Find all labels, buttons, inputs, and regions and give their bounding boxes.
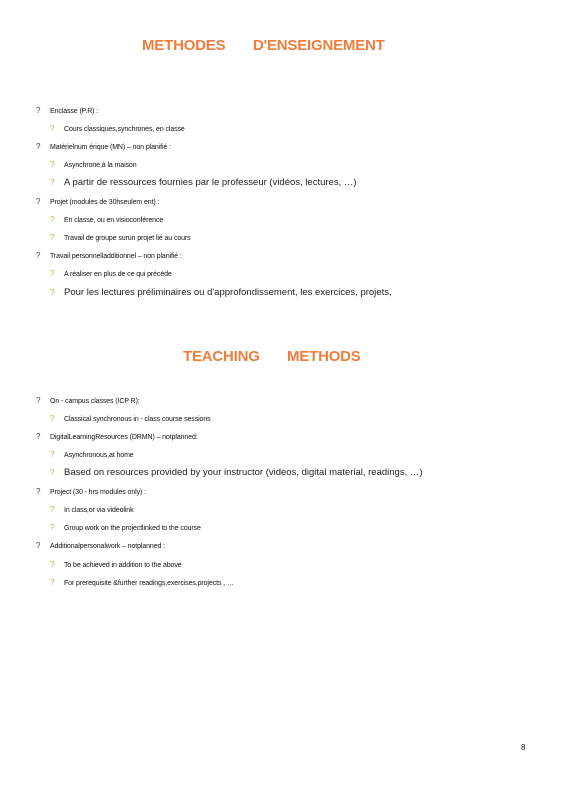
french-title-word-2: D'ENSEIGNEMENT xyxy=(253,37,385,54)
list-item xyxy=(50,283,392,299)
list-item xyxy=(50,119,185,135)
bullet-icon: ? xyxy=(50,414,55,423)
bullet-icon: ? xyxy=(36,251,41,260)
list-item xyxy=(50,264,172,280)
list-item xyxy=(36,427,198,443)
list-item xyxy=(50,210,163,226)
bullet-icon: ? xyxy=(36,197,41,206)
list-item-text: Travail de groupe surun projet lié au cours xyxy=(64,235,191,242)
list-item xyxy=(36,246,182,262)
list-item-text: Project (30 - hrs modules only) : xyxy=(50,489,146,496)
list-item xyxy=(50,555,182,571)
list-item-text: Additionalpersonalwork – notplanned : xyxy=(50,543,165,550)
list-item-text: Projet (modules de 30hseulem ent) : xyxy=(50,199,160,206)
english-title-word-2: METHODS xyxy=(287,348,361,365)
list-item xyxy=(50,409,211,425)
list-item xyxy=(50,228,191,244)
list-item-text: Asynchronous,at home xyxy=(64,452,134,459)
list-item-text: To be achieved in addition to the above xyxy=(64,562,182,569)
page-number: 8 xyxy=(521,743,526,752)
list-item-text: Group work on the projectlinked to the course xyxy=(64,525,201,532)
english-title-word-1: TEACHING xyxy=(183,348,260,365)
list-item xyxy=(50,445,134,461)
list-item-text: DigitalLearningResources (DRMN) – notplanned: xyxy=(50,434,198,441)
french-section-title xyxy=(0,37,566,61)
list-item xyxy=(50,155,137,171)
bullet-icon: ? xyxy=(50,523,55,532)
english-section-title xyxy=(0,348,566,372)
bullet-icon: ? xyxy=(36,487,41,496)
bullet-icon: ? xyxy=(50,124,55,133)
list-item-text: Travail personnelladditionnel – non planifié : xyxy=(50,253,182,260)
bullet-icon: ? xyxy=(50,233,55,242)
list-item-text: Based on resources provided by your instructor (videos, digital material, readings, …) xyxy=(64,467,423,478)
list-item-text: Enclasse (P.R) : xyxy=(50,108,99,115)
list-item-text: For prerequisite &further readings,exercises,projects , … xyxy=(64,580,234,587)
list-item xyxy=(50,463,423,479)
french-title-word-1: METHODES xyxy=(142,37,226,54)
list-item xyxy=(50,500,133,516)
list-item-text: Matérielnum érique (MN) – non planifié : xyxy=(50,144,171,151)
list-item xyxy=(36,482,146,498)
list-item-text: Classical synchronous in - class course sessions xyxy=(64,416,211,423)
bullet-icon: ? xyxy=(50,269,55,278)
list-item-text: Pour les lectures préliminaires ou d'approfondissement, les exercices, projets, xyxy=(64,287,392,298)
bullet-icon: ? xyxy=(50,560,55,569)
list-item-text: In class,or via videolink xyxy=(64,507,134,514)
list-item-text: En classe, ou en visioconférence xyxy=(64,217,164,224)
bullet-icon: ? xyxy=(36,142,41,151)
list-item xyxy=(50,573,234,589)
bullet-icon: ? xyxy=(50,160,55,169)
list-item xyxy=(36,192,159,208)
list-item xyxy=(36,101,98,117)
bullet-icon: ? xyxy=(36,541,41,550)
list-item xyxy=(36,536,165,552)
bullet-icon: ? xyxy=(50,450,55,459)
bullet-icon: ? xyxy=(36,396,41,405)
list-item-text: A partir de ressources fournies par le professeur (vidéos, lectures, …) xyxy=(64,177,357,188)
list-item xyxy=(36,137,171,153)
list-item-text: Asynchrone,à la maison xyxy=(64,162,137,169)
bullet-icon: ? xyxy=(50,468,55,477)
list-item xyxy=(50,173,357,189)
bullet-icon: ? xyxy=(50,178,55,187)
list-item xyxy=(50,518,201,534)
list-item-text: A réaliser en plus de ce qui précède xyxy=(64,271,172,278)
bullet-icon: ? xyxy=(50,505,55,514)
list-item-text: On - campus classes (ICP R): xyxy=(50,398,140,405)
bullet-icon: ? xyxy=(36,106,41,115)
bullet-icon: ? xyxy=(50,578,55,587)
bullet-icon: ? xyxy=(36,432,41,441)
list-item xyxy=(36,391,140,407)
bullet-icon: ? xyxy=(50,288,55,297)
list-item-text: Cours classiques,synchrones, en classe xyxy=(64,126,185,133)
bullet-icon: ? xyxy=(50,215,55,224)
